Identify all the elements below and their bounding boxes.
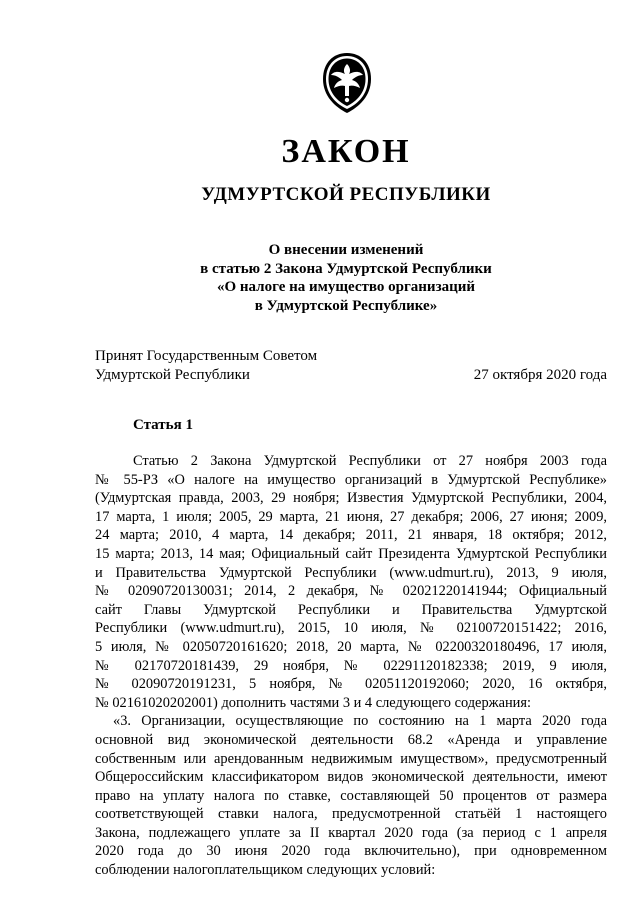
article-text-line: Статью 2 Закона Удмуртской Республики от 27 ноября 2003 года [133,453,607,469]
part3-text-line: соответствующей ставки налога, предусмотренной статьёй 1 настоящего [95,806,607,823]
article-body [95,452,607,880]
article-text-line: (Удмуртская правда, 2003, 29 ноября; Известия Удмуртской Республики, 2004, [95,490,607,507]
article-text-line: № 02161020202001) дополнить частями 3 и 4 следующего содержания: [95,694,531,711]
law-subject-line: в Удмуртской Республике» [254,297,438,314]
article-text-line: 24 марта; 2010, 4 марта, 14 декабря; 2011, 21 января, 18 октября; 2012, [95,527,607,544]
article-text-line: сайт Главы Удмуртской Республики и Правительства Удмуртской [95,601,607,618]
article-text-line: № 02170720181439, 29 ноября, № 02291120182338; 2019, 9 июля, [95,657,607,674]
adoption-date: 27 октября 2020 года [473,366,607,383]
law-subject-line: О внесении изменений [268,242,424,258]
part3-text-line: соблюдении налогоплательщиком следующих условий: [95,862,436,879]
part3-text-line: 2020 года до 30 июня 2020 года включительно), при одновременном [95,843,607,860]
article-text-line: № 02090720130031; 2014, 2 декабря, № 02021220141944; Официальный [95,583,607,600]
part3-text-line: Закона, подлежащего уплате за II квартал 2020 года (за период с 1 апреля [95,824,607,841]
article-text-line: Республики (www.udmurt.ru), 2015, 10 июля, № 02100720151422; 2016, [95,620,607,637]
adopted-by-line-1: Принят Государственным Советом [95,348,318,364]
part3-text-line: право на уплату налога по ставке, составляющей 50 процентов от размера [95,787,607,804]
document-title: ЗАКОН [281,133,411,170]
part3-text-line: основной вид экономической деятельности 68.2 «Аренда и управление [95,731,607,748]
adopted-by-line-2: Удмуртской Республики [95,366,250,383]
adoption-block [95,347,607,384]
article-text-line: 5 июля, № 02050720161620; 2018, 20 марта, № 02200320180496, 17 июля, [95,638,607,655]
article-text-line: № 55-РЗ «О налоге на имущество организаций в Удмуртской Республике» [95,471,607,488]
part3-text-line: собственным или арендованным недвижимым имуществом», предусмотренный [95,750,607,767]
article-heading: Статья 1 [133,417,193,433]
law-subject-line: в статью 2 Закона Удмуртской Республики [200,260,492,277]
article-text-line: № 02090720191231, 5 ноября, № 02051120192060; 2020, 16 октября, [95,676,607,693]
law-subject-line: «О налоге на имущество организаций [216,279,476,295]
article-text-line: 17 марта, 1 июля; 2005, 29 марта, 21 июня, 27 декабря; 2006, 27 июня; 2009, [95,508,607,525]
law-subject-heading [0,241,640,315]
coat-of-arms-icon [322,52,372,114]
part3-text-line: «3. Организации, осуществляющие по состоянию на 1 марта 2020 года [113,713,607,730]
article-text-line: 15 марта; 2013, 14 мая; Официальный сайт Президента Удмуртской Республики [95,545,607,562]
part3-text-line: Общероссийским классификатором видов экономической деятельности, имеют [95,769,607,786]
article-text-line: и Правительства Удмуртской Республики (www.udmurt.ru), 2013, 9 июля, [95,564,607,581]
document-subtitle: УДМУРТСКОЙ РЕСПУБЛИКИ [201,184,491,205]
